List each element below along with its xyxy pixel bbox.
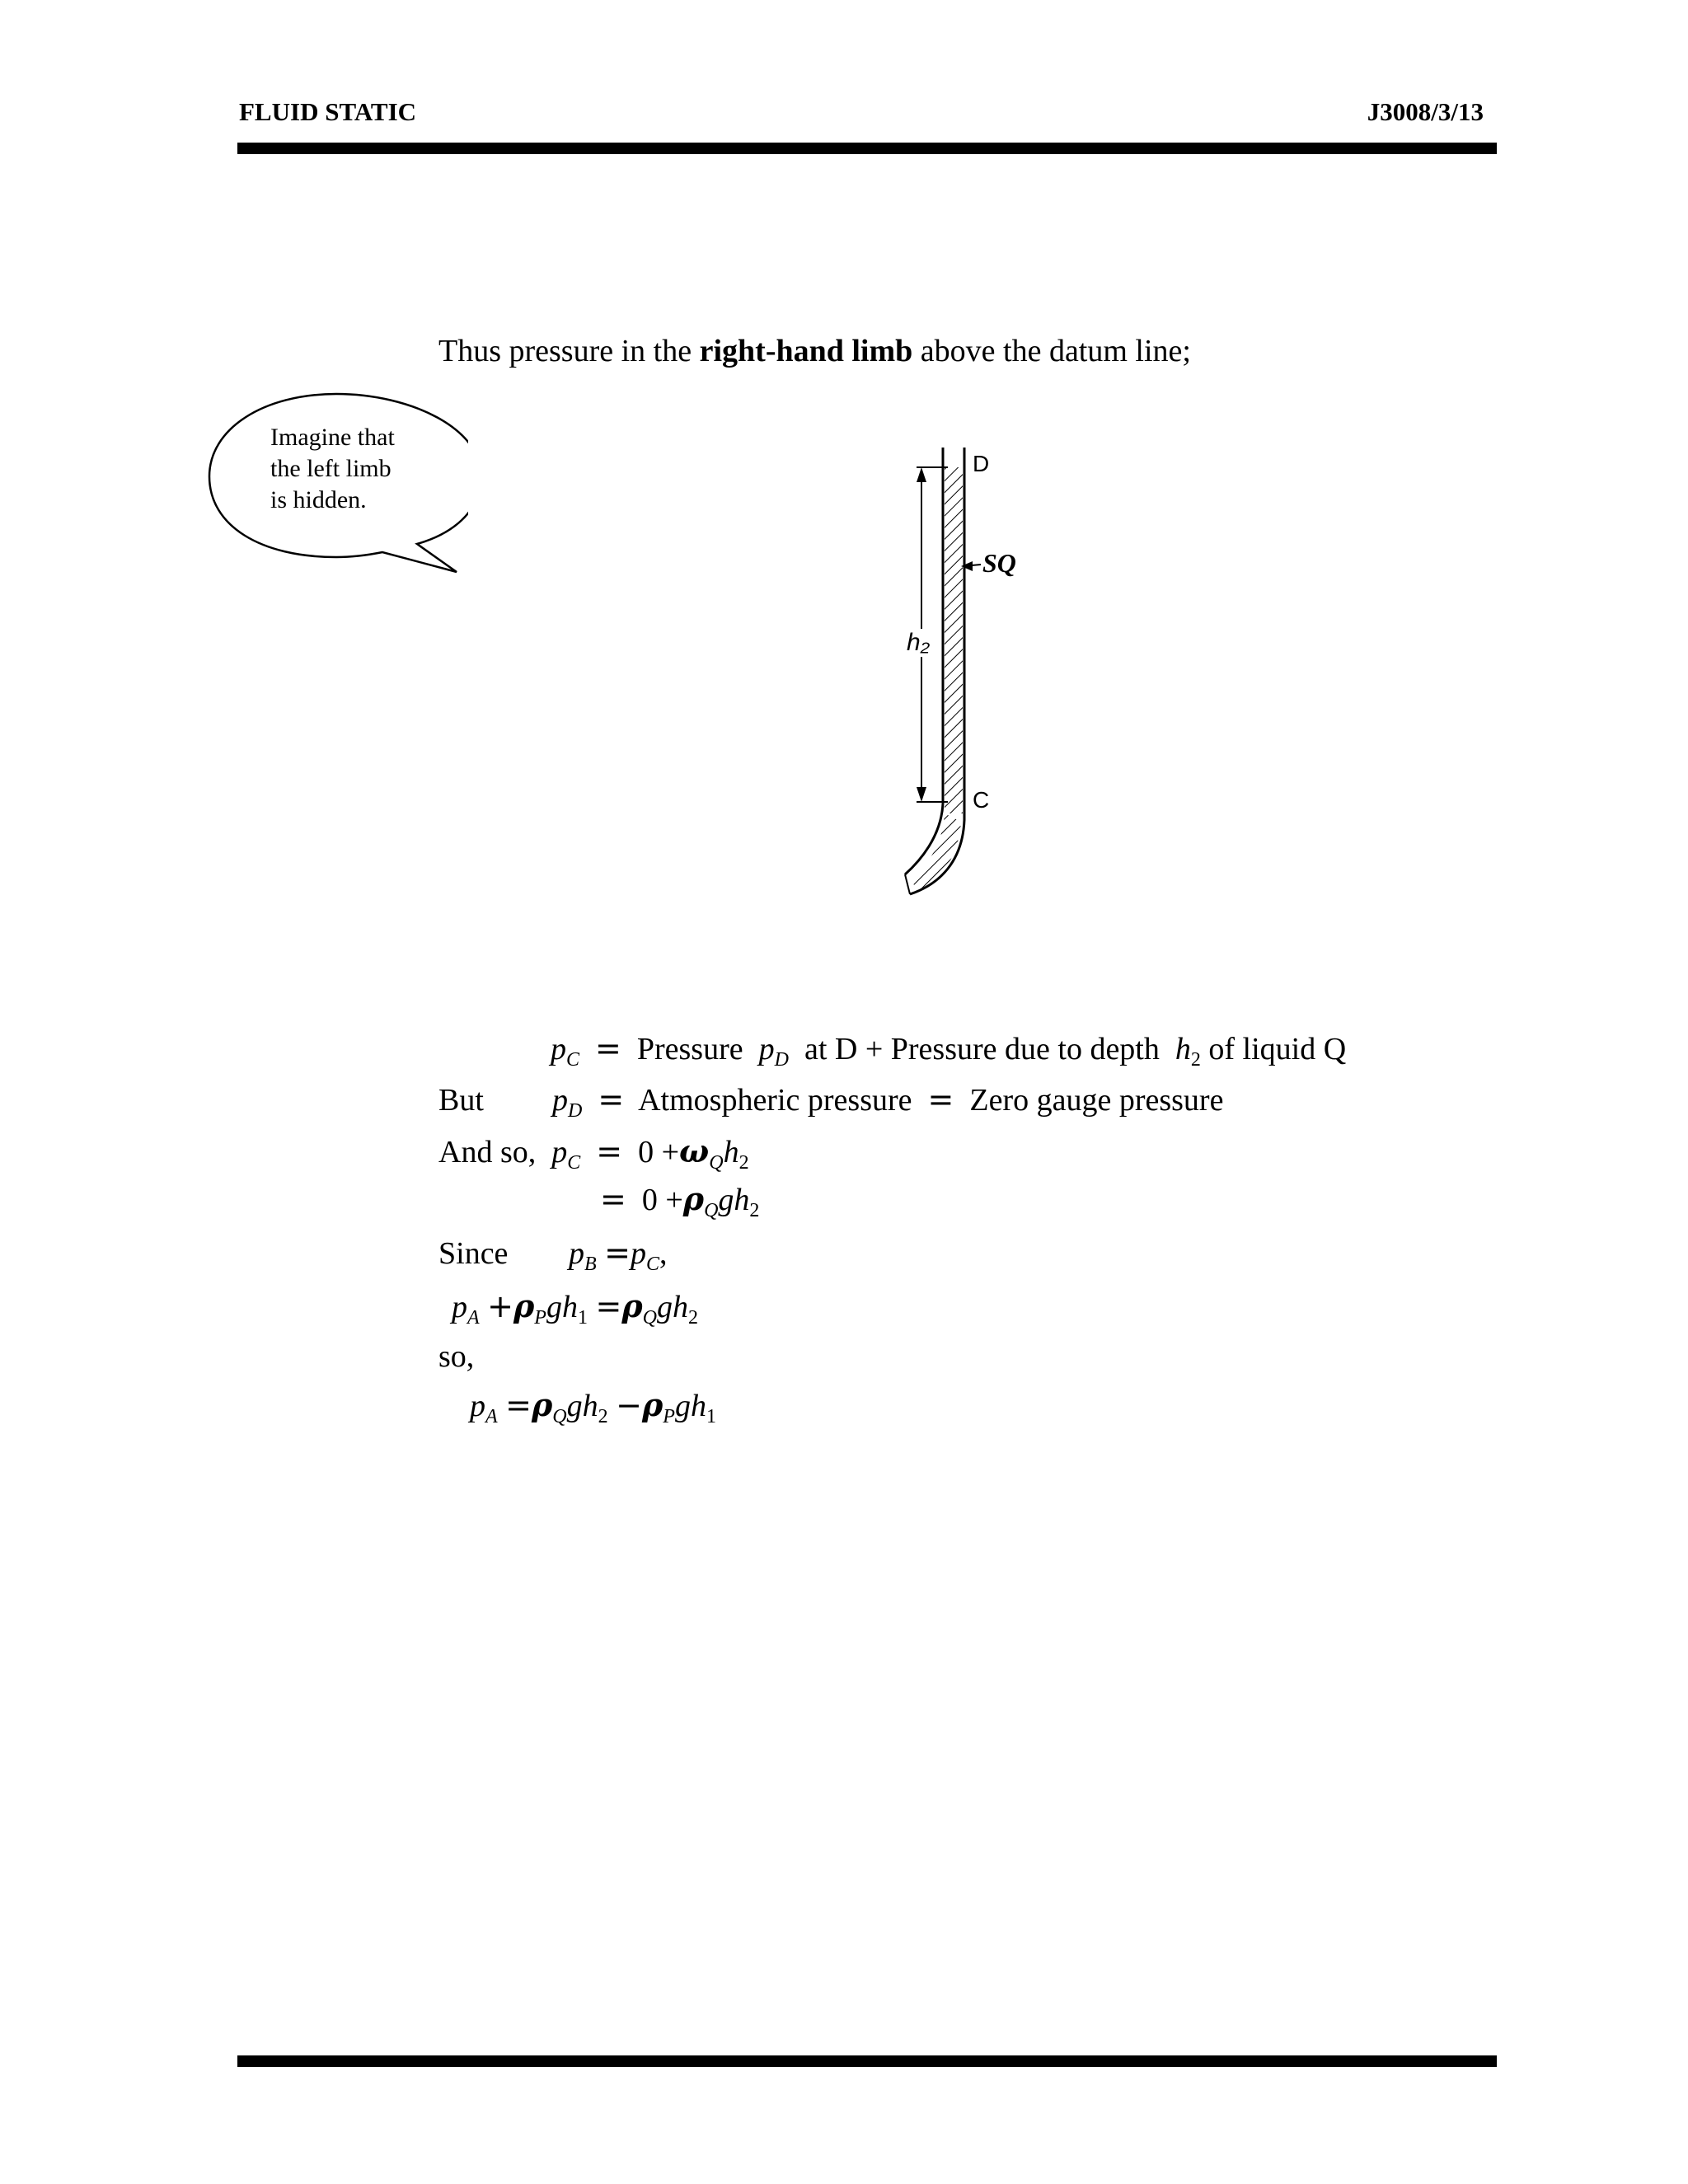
eq1-pd-sub: D	[774, 1049, 789, 1071]
header-page-code: J3008/3/13	[1367, 97, 1484, 126]
eq7-greek-q-sub: Q	[552, 1406, 567, 1427]
eq7-sub-2: 2	[598, 1406, 608, 1427]
eq1-equals: =	[595, 1030, 621, 1066]
label-sq: SQ	[982, 548, 1016, 578]
eq5-sub-l: B	[584, 1254, 597, 1275]
eq7-greek-p-sub: P	[663, 1406, 675, 1427]
eq3-rhs-greek: ω	[679, 1132, 710, 1169]
manometer-diagram	[841, 433, 1088, 944]
eq7-sub-1: 1	[706, 1406, 716, 1427]
eq4-rhs-var: gh	[718, 1183, 750, 1217]
equation-pc-definition	[551, 1030, 1346, 1071]
eq4-rhs-greek-sub: Q	[704, 1200, 719, 1221]
callout-text	[270, 422, 435, 516]
eq6-var-gh1: gh	[546, 1290, 578, 1324]
label-c: C	[973, 787, 990, 813]
eq3-rhs-greek-sub: Q	[709, 1152, 724, 1174]
eq4-rhs-num: 0 +	[641, 1183, 683, 1217]
eq3-equals: =	[596, 1133, 623, 1169]
eq5-sub-r: C	[646, 1254, 660, 1275]
eq7-greek-q: ρ	[532, 1386, 553, 1423]
header-title: FLUID STATIC	[239, 97, 417, 126]
callout-line-3: is hidden.	[270, 486, 367, 513]
eq5-var-l: p	[569, 1236, 584, 1271]
eq5-var-r: p	[631, 1236, 647, 1271]
header-rule	[237, 143, 1497, 154]
eq5-tail: ,	[659, 1236, 668, 1271]
eq1-h-var: h	[1175, 1032, 1191, 1066]
eq6-var-gh2: gh	[656, 1290, 688, 1324]
eq6-greek-q-sub: Q	[642, 1307, 657, 1329]
intro-sentence	[438, 333, 1191, 369]
eq6-sub-2: 2	[687, 1307, 698, 1329]
eq6-plus: +	[487, 1288, 514, 1324]
eq6-equals: =	[595, 1288, 622, 1324]
eq1-text-c: of liquid Q	[1208, 1032, 1347, 1066]
eq2-equals-2: =	[927, 1081, 954, 1118]
equation-pd-atmospheric	[438, 1081, 1223, 1122]
eq2-equals: =	[598, 1081, 625, 1118]
equation-pb-equals-pc	[438, 1235, 668, 1276]
eq4-rhs-var-sub: 2	[749, 1200, 760, 1221]
intro-text-bold: right-hand limb	[699, 334, 913, 368]
eq3-rhs-num: 0 +	[638, 1135, 680, 1169]
eq6-greek-p: ρ	[513, 1287, 535, 1324]
eq7-minus: −	[616, 1387, 642, 1423]
intro-text-after: above the datum line;	[912, 334, 1191, 368]
label-h2: h₂	[907, 629, 931, 656]
eq1-lhs-sub: C	[566, 1049, 580, 1071]
equation-pc-omega	[438, 1132, 749, 1174]
label-d: D	[973, 451, 990, 476]
eq6-greek-q: ρ	[621, 1287, 643, 1324]
eq3-var: p	[551, 1135, 568, 1169]
eq1-text-b: at D + Pressure due to depth	[804, 1032, 1160, 1066]
eq4-equals: =	[600, 1181, 626, 1217]
callout-line-1: Imagine that	[270, 424, 395, 451]
eq7-equals: =	[505, 1387, 532, 1423]
eq1-pd-var: p	[758, 1032, 775, 1066]
eq3-lead: And so,	[438, 1135, 537, 1169]
eq6-sub-a: A	[467, 1307, 480, 1329]
eq6-sub-1: 1	[577, 1307, 588, 1329]
eq7-var-gh1: gh	[674, 1389, 706, 1423]
equation-pc-rho	[600, 1180, 759, 1222]
so-label: so,	[438, 1339, 475, 1374]
eq4-rhs-greek: ρ	[682, 1180, 705, 1217]
intro-text-before: Thus pressure in the	[438, 334, 700, 368]
eq3-sub: C	[567, 1152, 581, 1174]
eq7-var-a: p	[470, 1389, 485, 1423]
eq2-text-b: Zero gauge pressure	[969, 1083, 1224, 1118]
manometer-limb-drawing	[841, 433, 1088, 944]
eq3-rhs-var-sub: 2	[738, 1152, 749, 1174]
eq6-greek-p-sub: P	[534, 1307, 546, 1329]
eq5-equals: =	[604, 1235, 631, 1271]
eq3-rhs-var: h	[723, 1135, 739, 1169]
eq2-text-a: Atmospheric pressure	[638, 1083, 912, 1118]
equation-pressure-balance	[452, 1287, 698, 1329]
equation-pa-result	[470, 1386, 716, 1428]
eq5-lead: Since	[438, 1236, 509, 1271]
eq6-var-a: p	[452, 1290, 467, 1324]
eq7-greek-p: ρ	[641, 1386, 663, 1423]
eq1-lhs-var: p	[551, 1032, 566, 1066]
footer-rule	[237, 2055, 1497, 2067]
eq2-lead: But	[438, 1083, 484, 1118]
eq2-var: p	[552, 1083, 568, 1118]
eq2-sub: D	[568, 1100, 583, 1122]
eq1-h-sub: 2	[1190, 1049, 1201, 1071]
callout-line-2: the left limb	[270, 455, 392, 482]
eq1-text-a: Pressure	[636, 1032, 743, 1066]
eq7-var-gh2: gh	[566, 1389, 598, 1423]
eq7-sub-a: A	[485, 1406, 498, 1427]
